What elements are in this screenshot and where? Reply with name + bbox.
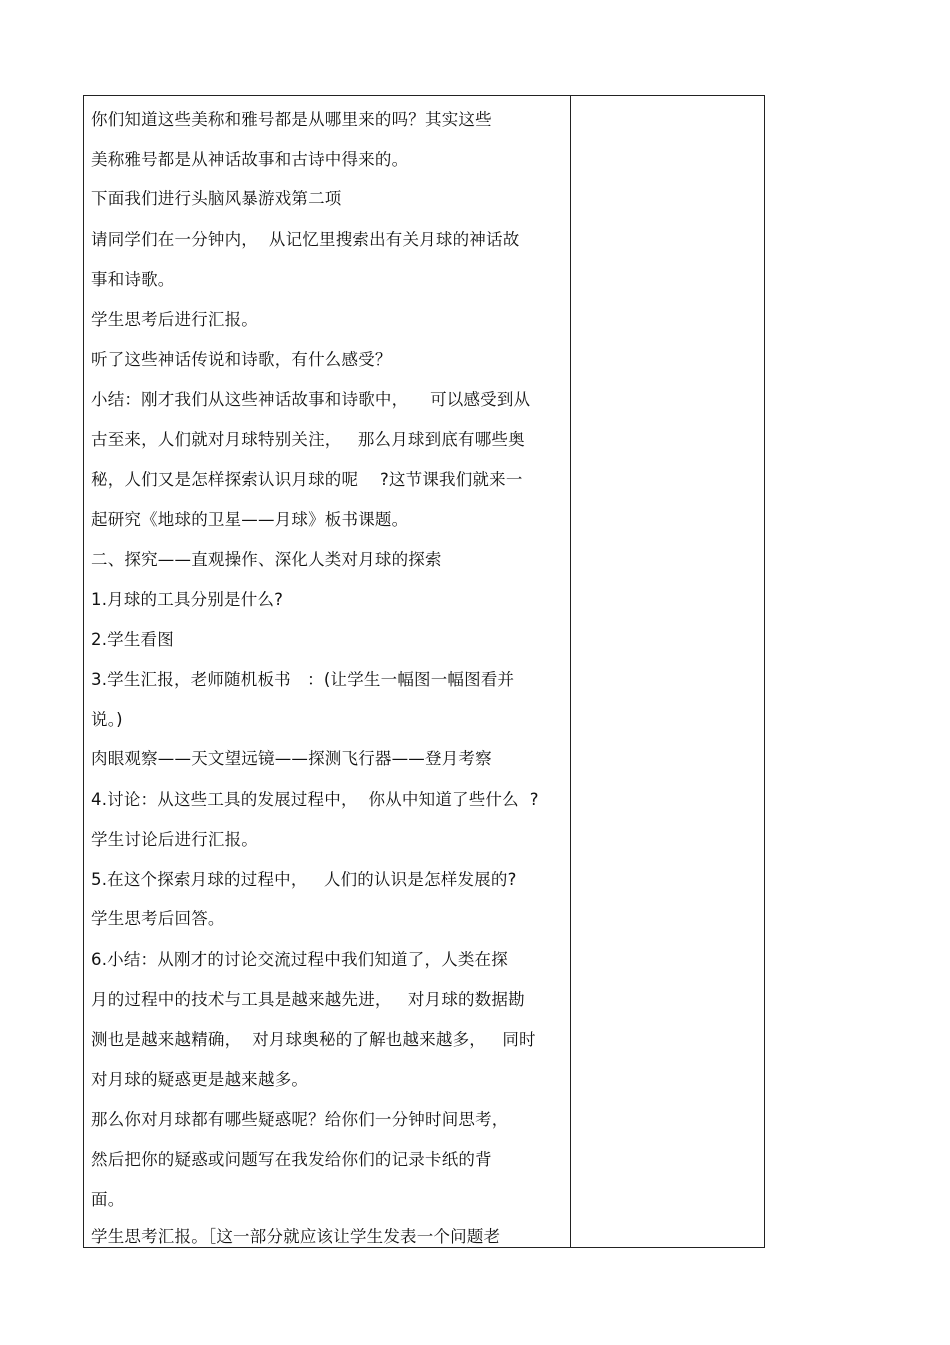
text-line: 古至来，人们就对月球特别关注， 那么月球到底有哪些奥 bbox=[91, 430, 525, 449]
text-line: 听了这些神话传说和诗歌，有什么感受？ bbox=[91, 350, 392, 369]
text-line: 然后把你的疑惑或问题写在我发给你们的记录卡纸的背 bbox=[91, 1150, 492, 1169]
text-line: 学生思考后进行汇报。 bbox=[91, 310, 258, 329]
text-line: 那么你对月球都有哪些疑惑呢？给你们一分钟时间思考， bbox=[91, 1110, 509, 1129]
text-line: 4.讨论：从这些工具的发展过程中， 你从中知道了些什么 ? bbox=[91, 790, 539, 809]
text-line: 小结：刚才我们从这些神话故事和诗歌中， 可以感受到从 bbox=[91, 390, 531, 409]
text-line: 美称雅号都是从神话故事和古诗中得来的。 bbox=[91, 150, 409, 169]
text-line: 事和诗歌。 bbox=[91, 270, 175, 289]
text-line: 5.在这个探索月球的过程中， 人们的认识是怎样发展的? bbox=[91, 870, 517, 889]
text-line: 说。) bbox=[91, 710, 123, 729]
text-line: 你们知道这些美称和雅号都是从哪里来的吗？其实这些 bbox=[91, 110, 492, 129]
text-line: 月的过程中的技术与工具是越来越先进， 对月球的数据勘 bbox=[91, 990, 525, 1009]
text-line: 学生思考后回答。 bbox=[91, 909, 225, 928]
text-line: 学生思考汇报。［这一部分就应该让学生发表一个问题老 bbox=[91, 1227, 501, 1246]
text-line: 测也是越来越精确， 对月球奥秘的了解也越来越多， 同时 bbox=[91, 1030, 536, 1049]
text-line: 学生讨论后进行汇报。 bbox=[91, 830, 258, 849]
column-divider bbox=[570, 96, 571, 1247]
text-line: 3.学生汇报，老师随机板书 ：(让学生一幅图一幅图看并 bbox=[91, 670, 515, 689]
text-line: 2.学生看图 bbox=[91, 630, 174, 649]
text-line: 下面我们进行头脑风暴游戏第二项 bbox=[91, 189, 342, 208]
text-line: 请同学们在一分钟内， 从记忆里搜索出有关月球的神话故 bbox=[91, 230, 520, 249]
text-line: 面。 bbox=[91, 1190, 125, 1209]
text-line: 肉眼观察——天文望远镜——探测飞行器——登月考察 bbox=[91, 749, 492, 768]
text-line: 1.月球的工具分别是什么? bbox=[91, 590, 284, 609]
section-heading: 二、探究——直观操作、深化人类对月球的探索 bbox=[91, 550, 442, 569]
text-line: 对月球的疑惑更是越来越多。 bbox=[91, 1070, 309, 1089]
lesson-table bbox=[83, 95, 765, 1248]
text-line: 秘，人们又是怎样探索认识月球的呢 ?这节课我们就来一 bbox=[91, 470, 523, 489]
text-line: 起研究《地球的卫星——月球》板书课题。 bbox=[91, 510, 409, 529]
text-line: 6.小结：从刚才的讨论交流过程中我们知道了，人类在探 bbox=[91, 950, 508, 969]
